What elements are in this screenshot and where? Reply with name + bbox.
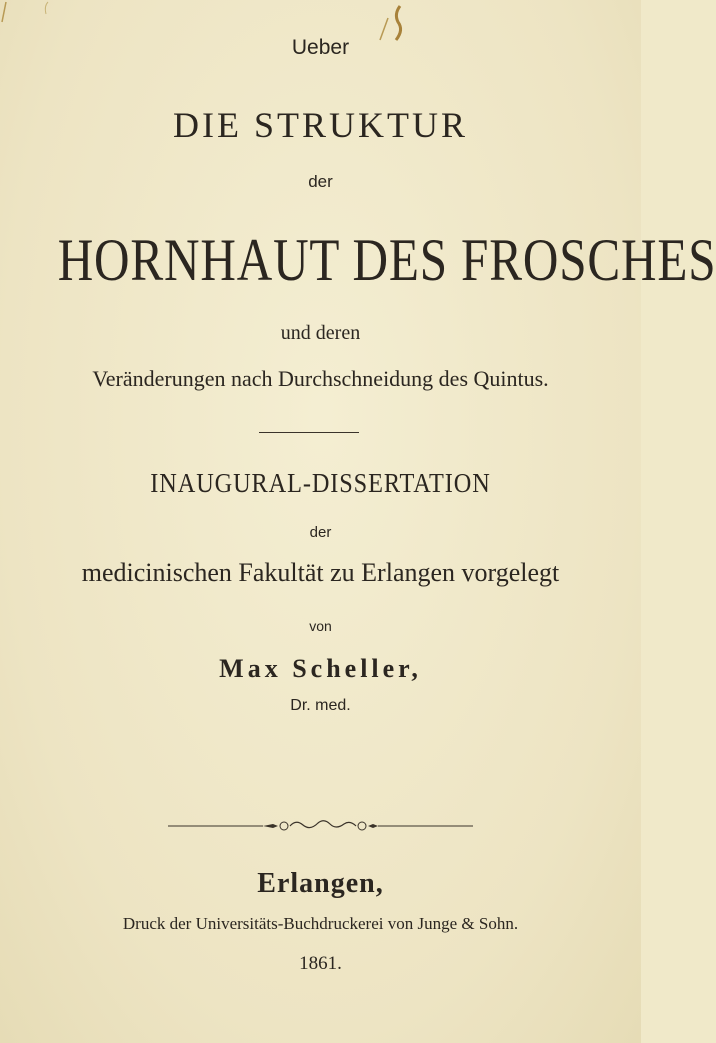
subtitle: Veränderungen nach Durchschneidung des Quintus. (92, 366, 549, 391)
der-text-1: der (308, 172, 333, 191)
author-name: Max Scheller, (219, 654, 422, 683)
corner-pencil-mark-icon (0, 0, 60, 30)
ueber-text: Ueber (291, 36, 350, 59)
faculty-line: medicinischen Fakultät zu Erlangen vorgelegt (81, 558, 560, 587)
publication-year: 1861. (299, 953, 342, 974)
divider-rule (259, 432, 359, 433)
author-degree: Dr. med. (290, 697, 351, 714)
dissertation-heading: INAUGURAL-DISSERTATION (150, 468, 491, 498)
der-text-2: der (309, 524, 332, 541)
printer-line: Druck der Universitäts-Buchdruckerei von Junge & Sohn. (122, 914, 519, 933)
title-line-2: HORNHAUT DES FROSCHES (57, 227, 716, 293)
title-line-1: DIE STRUKTUR (173, 105, 468, 145)
von-text: von (309, 618, 332, 634)
und-deren-text: und deren (280, 322, 361, 344)
city-name: Erlangen, (257, 868, 384, 899)
ornamental-rule-icon (168, 816, 473, 836)
